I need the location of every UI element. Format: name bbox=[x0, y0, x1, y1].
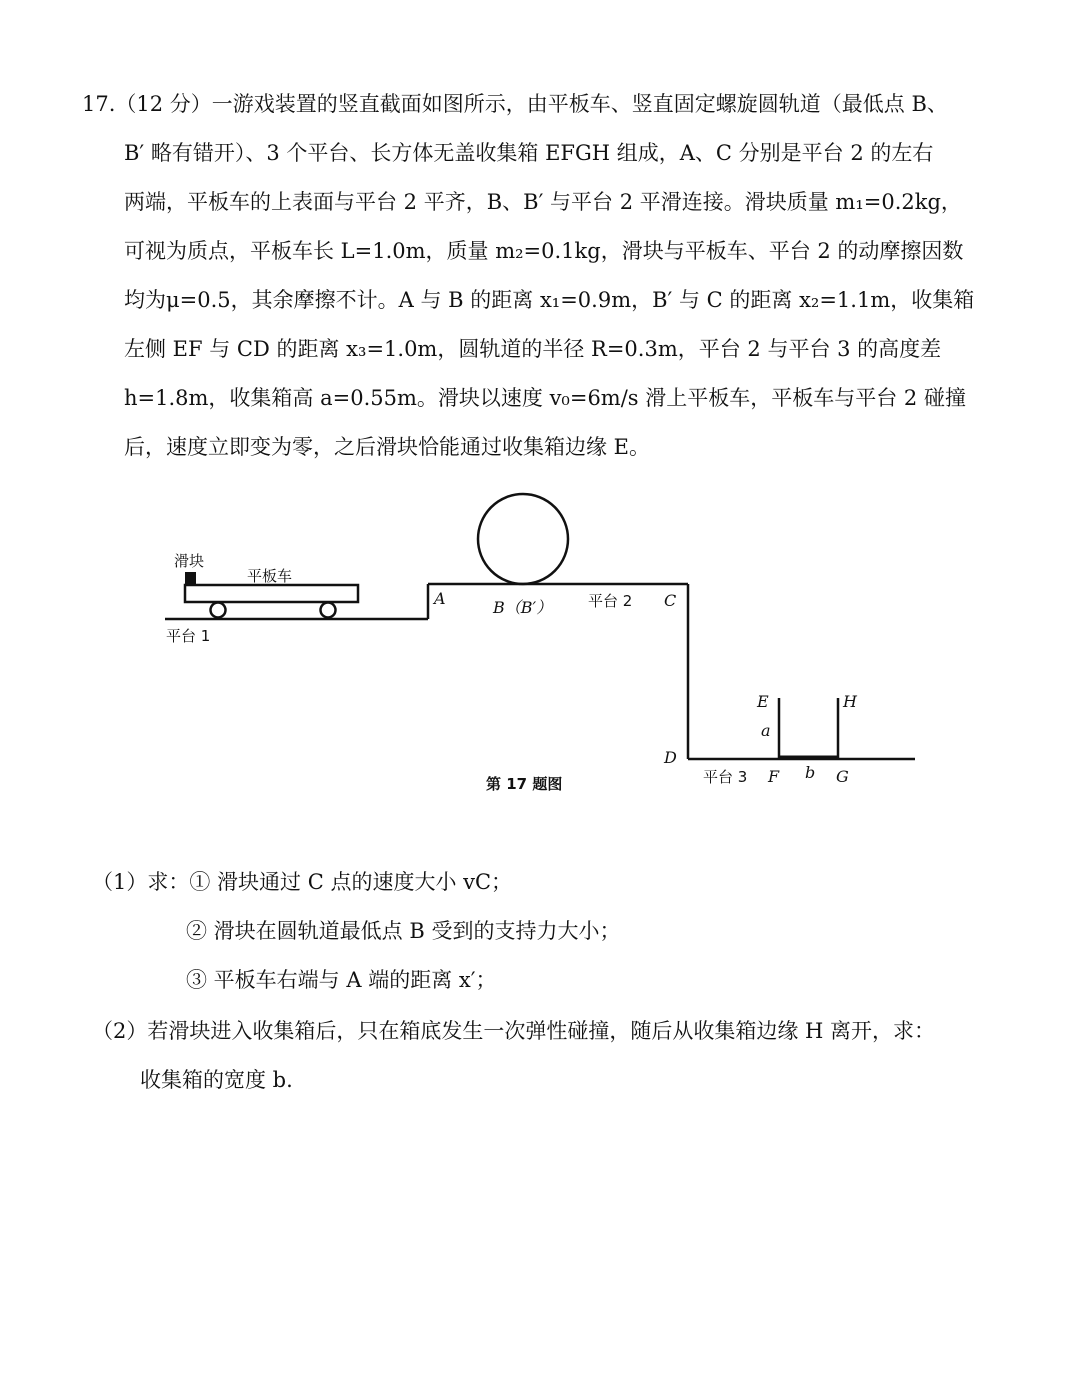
question-2: （2）若滑块进入收集箱后，只在箱底发生一次弹性碰撞，随后从收集箱边缘 H 离开，求： bbox=[92, 1019, 936, 1043]
problem-line: B′ 略有错开）、3 个平台、长方体无盖收集箱 EFGH 组成，A、C 分别是平台 2 的左右 bbox=[124, 141, 934, 165]
point-D-label: D bbox=[664, 748, 677, 767]
question-1-part-2: ② 滑块在圆轨道最低点 B 受到的支持力大小； bbox=[186, 919, 621, 943]
point-C-label: C bbox=[664, 591, 677, 610]
point-G-label: G bbox=[836, 767, 849, 786]
problem-line: h=1.8m，收集箱高 a=0.55m。滑块以速度 v₀=6m/s 滑上平板车，平板车与平台 2 碰撞 bbox=[124, 386, 966, 410]
cart-label: 平板车 bbox=[247, 567, 293, 585]
point-b-label: b bbox=[805, 763, 816, 782]
problem-statement bbox=[82, 80, 982, 472]
slider-label: 滑块 bbox=[174, 552, 205, 570]
point-H-label: H bbox=[843, 692, 857, 711]
question-2-continued: 收集箱的宽度 b. bbox=[140, 1068, 293, 1092]
point-A-label: A bbox=[434, 589, 446, 608]
slider-block bbox=[185, 572, 196, 585]
question-1: （1）求：① 滑块通过 C 点的速度大小 vC； bbox=[92, 870, 513, 894]
point-F-label: F bbox=[768, 767, 780, 786]
figure-caption: 第 17 题图 bbox=[486, 775, 563, 793]
problem-figure bbox=[0, 480, 1080, 810]
loop-track bbox=[478, 494, 568, 584]
point-E-label: E bbox=[757, 692, 769, 711]
question-1-part-3: ③ 平板车右端与 A 端的距离 x′； bbox=[186, 968, 497, 992]
cart-wheel-left bbox=[211, 603, 226, 618]
problem-line: 均为μ=0.5，其余摩擦不计。A 与 B 的距离 x₁=0.9m，B′ 与 C 的距离 x₂=1.1m，收集箱 bbox=[124, 288, 975, 312]
platform3-label: 平台 3 bbox=[703, 768, 748, 786]
apparatus-diagram bbox=[0, 480, 1080, 810]
problem-line: 可视为质点，平板车长 L=1.0m，质量 m₂=0.1kg，滑块与平板车、平台 2 的动摩擦因数 bbox=[124, 239, 964, 263]
cart-wheel-right bbox=[321, 603, 336, 618]
flat-cart bbox=[185, 585, 358, 602]
problem-line: 左侧 EF 与 CD 的距离 x₃=1.0m，圆轨道的半径 R=0.3m，平台 2 与平台 3 的高度差 bbox=[124, 337, 942, 361]
point-B-label: B（B′） bbox=[493, 598, 553, 617]
platform1-label: 平台 1 bbox=[166, 627, 211, 645]
problem-line: 两端，平板车的上表面与平台 2 平齐，B、B′ 与平台 2 平滑连接。滑块质量 m₁=0.2kg， bbox=[124, 190, 962, 214]
problem-line: 后，速度立即变为零，之后滑块恰能通过收集箱边缘 E。 bbox=[124, 435, 651, 459]
point-a-label: a bbox=[761, 721, 771, 740]
platform2-label: 平台 2 bbox=[588, 592, 633, 610]
problem-line: 17.（12 分）一游戏装置的竖直截面如图所示，由平板车、竖直固定螺旋圆轨道（最低点 B、 bbox=[82, 92, 948, 116]
